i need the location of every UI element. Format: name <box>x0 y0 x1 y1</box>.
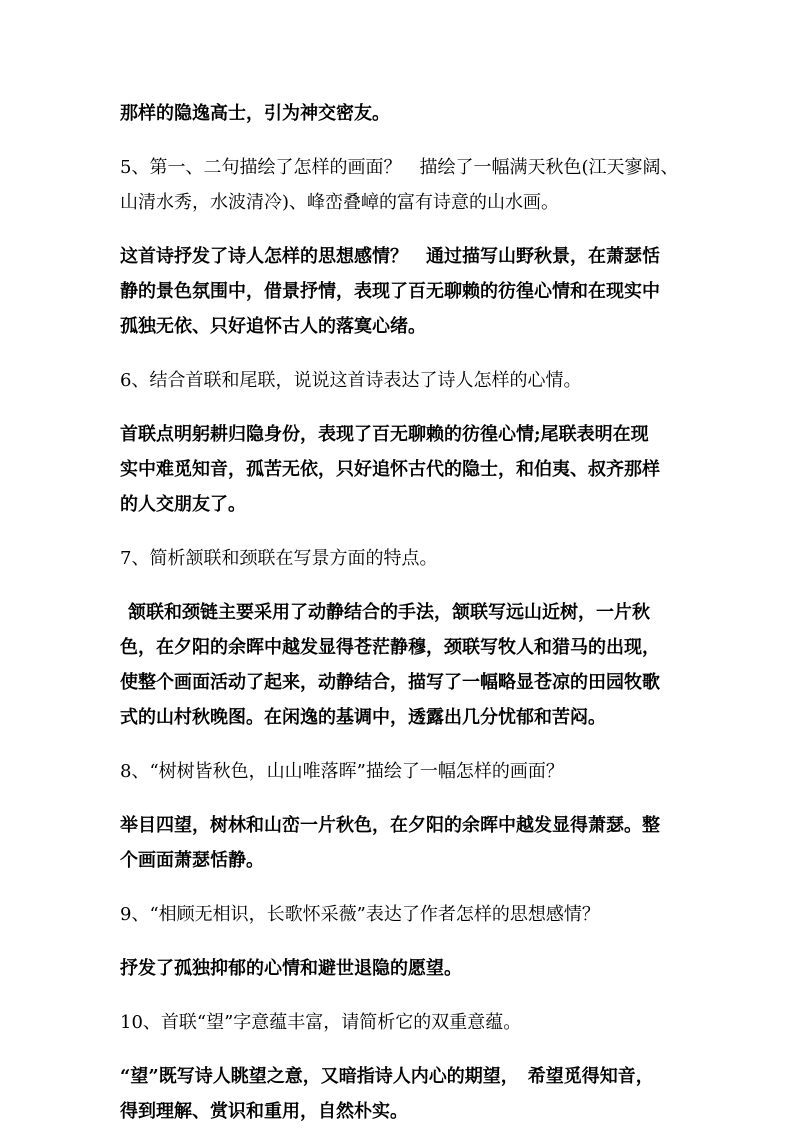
question-6-paragraph <box>120 363 690 398</box>
question-10-paragraph <box>120 1005 690 1040</box>
text-line: 10、首联“望”字意蕴丰富，请简析它的双重意蕴。 <box>120 1012 522 1033</box>
text-line: 颔联和颈链主要采用了动静结合的手法，颔联写远山近树，一片秋 <box>128 602 650 623</box>
text-line: 8、“树树皆秋色，山山唯落晖”描绘了一幅怎样的画面？ <box>120 761 564 782</box>
text-line: 山清水秀，水波清冷)、峰峦叠嶂的富有诗意的山水画。 <box>120 192 560 213</box>
text-line: 孤独无依、只好追怀古人的落寞心绪。 <box>120 316 426 337</box>
answer-9-paragraph <box>120 951 690 986</box>
question-8-paragraph <box>120 754 690 789</box>
question-9-paragraph <box>120 897 690 932</box>
text-line: 5、第一、二句描绘了怎样的画面？ 描绘了一幅满天秋色(江天寥阔、 <box>120 157 679 178</box>
answer-6-paragraph <box>120 417 690 522</box>
text-line: 那样的隐逸高士，引为神交密友。 <box>120 103 390 124</box>
text-line: 首联点明躬耕归隐身份，表现了百无聊赖的彷徨心情;尾联表明在现 <box>120 424 649 445</box>
text-line: 色，在夕阳的余晖中越发显得苍茫静穆，颈联写牧人和猎马的出现， <box>120 637 660 658</box>
text-line: 7、简析颔联和颈联在写景方面的特点。 <box>120 548 438 569</box>
text-line: 式的山村秋晚图。在闲逸的基调中，透露出几分忧郁和苦闷。 <box>120 707 606 728</box>
text-line: “望”既写诗人眺望之意，又暗指诗人内心的期望， 希望觅得知音， <box>120 1066 654 1087</box>
text-line: 举目四望，树林和山峦一片秋色，在夕阳的余晖中越发显得萧瑟。整 <box>120 815 660 836</box>
text-line: 6、结合首联和尾联，说说这首诗表达了诗人怎样的心情。 <box>120 370 582 391</box>
text-line: 抒发了孤独抑郁的心情和避世退隐的愿望。 <box>120 958 462 979</box>
answer-paragraph-continued <box>120 96 690 131</box>
document-body <box>120 96 690 1148</box>
question-5-paragraph <box>120 150 690 220</box>
text-line: 9、“相顾无相识，长歌怀采薇”表达了作者怎样的思想感情？ <box>120 904 600 925</box>
text-line: 静的景色氛围中，借景抒情，表现了百无聊赖的彷徨心情和在现实中 <box>120 281 660 302</box>
text-line: 得到理解、赏识和重用，自然朴实。 <box>120 1101 408 1122</box>
answer-7-paragraph <box>120 595 690 735</box>
text-line: 个画面萧瑟恬静。 <box>120 850 264 871</box>
question-7-paragraph <box>120 541 690 576</box>
text-line: 实中难觅知音，孤苦无依，只好追怀古代的隐士，和伯夷、叔齐那样 <box>120 459 660 480</box>
text-line: 的人交朋友了。 <box>120 494 246 515</box>
answer-10-paragraph <box>120 1059 690 1129</box>
text-line: 这首诗抒发了诗人怎样的思想感情？ 通过描写山野秋景，在萧瑟恬 <box>120 246 660 267</box>
text-line: 使整个画面活动了起来，动静结合，描写了一幅略显苍凉的田园牧歌 <box>120 672 660 693</box>
answer-5-emotion-paragraph <box>120 239 690 344</box>
answer-8-paragraph <box>120 808 690 878</box>
